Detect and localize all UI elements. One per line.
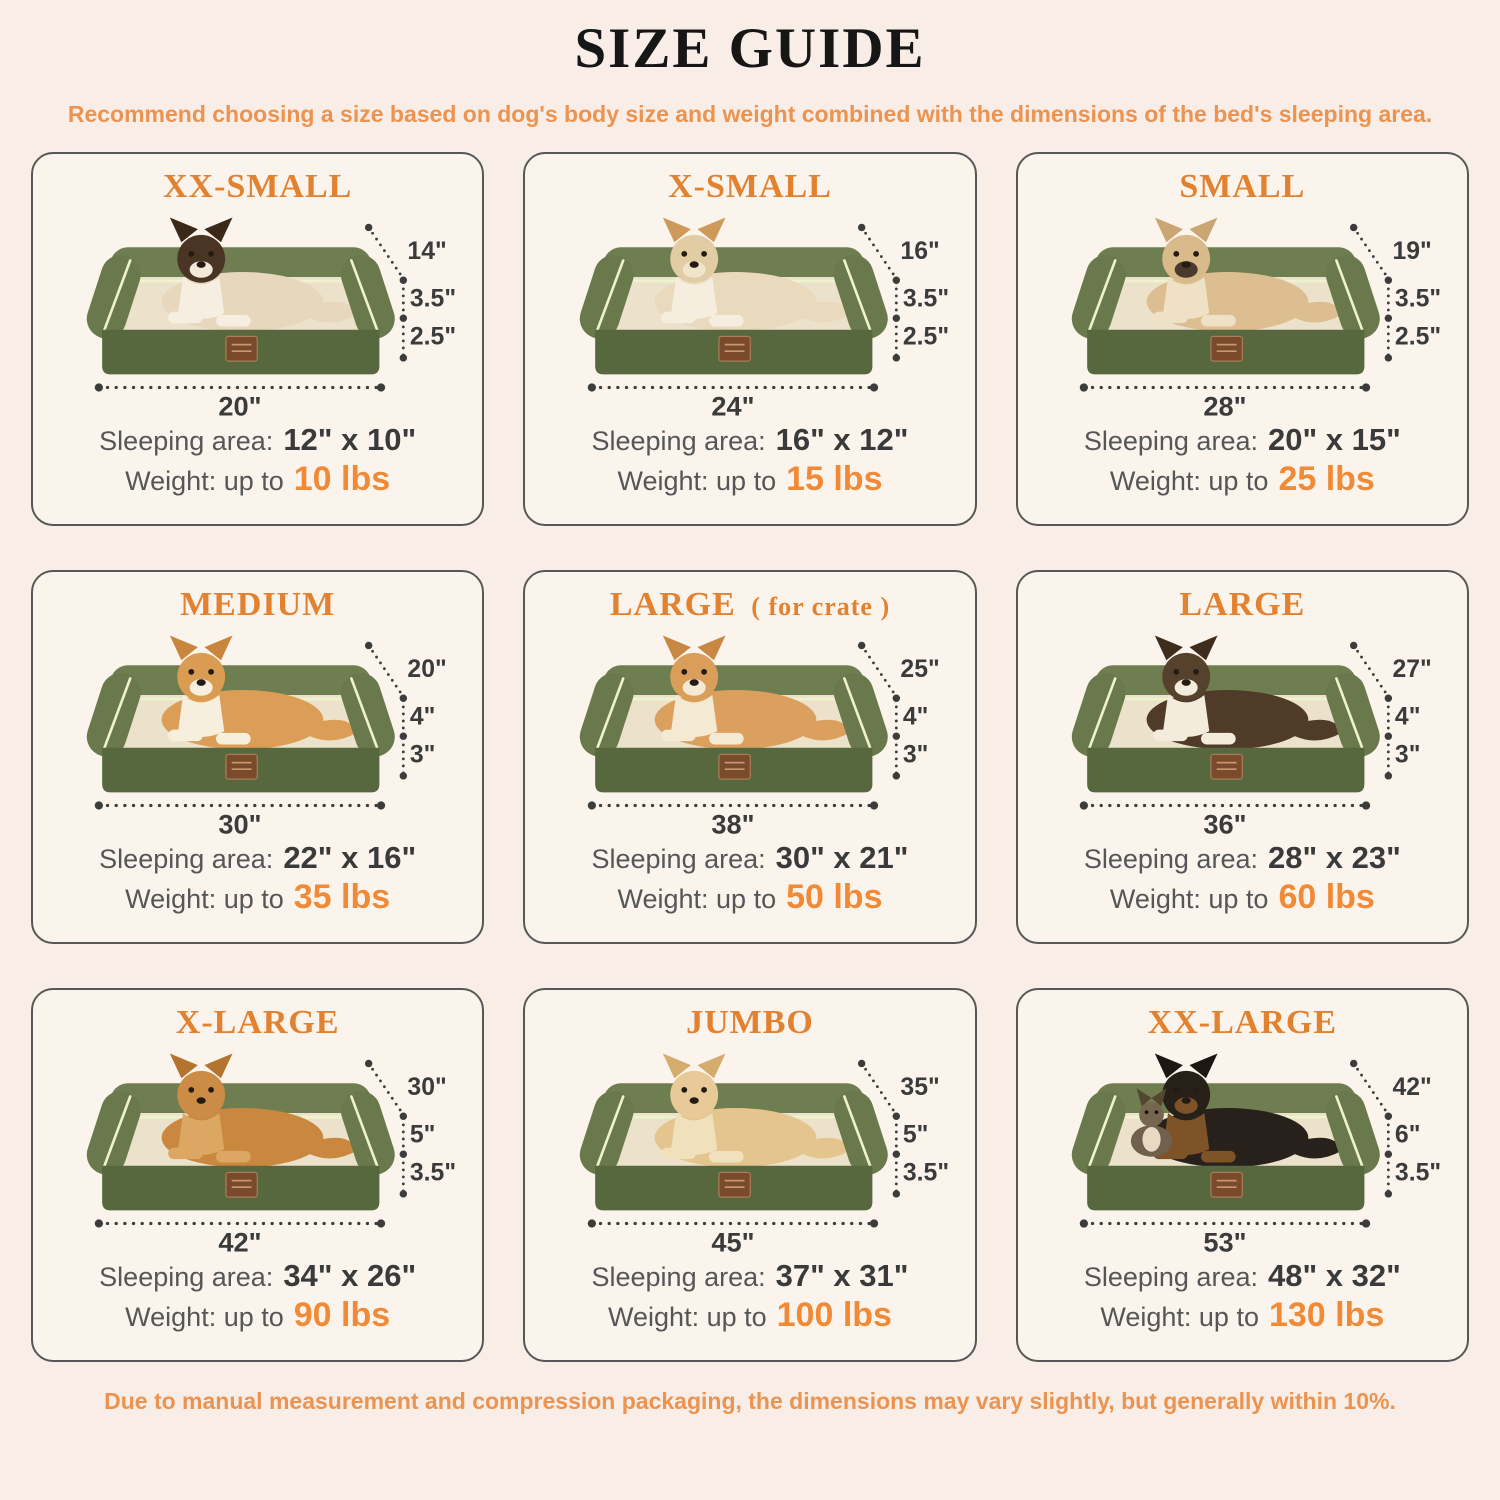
dimension-label-bolster-height: 3.5" (1394, 285, 1442, 313)
dimension-label-width: 45" (711, 1226, 755, 1258)
weight-label: Weight: up to (1100, 1302, 1259, 1333)
dimension-dot (400, 1150, 407, 1157)
sleeping-area-value: 12" x 10" (283, 422, 417, 458)
size-name: XX-LARGE (1147, 1004, 1337, 1041)
pet-nose (1182, 1097, 1191, 1104)
pet-eye (189, 251, 195, 257)
pet-eye (701, 251, 707, 257)
dog-bed-illustration (51, 206, 464, 422)
dimension-dot (892, 1113, 899, 1120)
weight-line (1030, 460, 1455, 499)
pet-eye (209, 251, 215, 257)
brand-logo-patch (226, 754, 257, 779)
pet-nose (689, 679, 698, 686)
dimension-label-bolster-height: 6" (1394, 1121, 1421, 1149)
size-name: X-LARGE (175, 1004, 340, 1041)
dimension-dot (1080, 383, 1088, 391)
size-name: X-SMALL (668, 168, 832, 205)
weight-label: Weight: up to (125, 466, 284, 497)
sleeping-area-line (537, 422, 962, 458)
sleeping-area-value: 37" x 31" (775, 1258, 909, 1294)
size-name: XX-SMALL (162, 168, 353, 205)
size-card (523, 570, 976, 944)
dimension-label-back-height: 25" (900, 655, 940, 683)
weight-line (1030, 878, 1455, 917)
size-card (31, 570, 484, 944)
page-subtitle: Recommend choosing a size based on dog's body size and weight combined with the dimensions of the bed's sleeping area. (67, 101, 1433, 127)
pet-eye (209, 669, 215, 675)
size-grid (31, 152, 1469, 1362)
sleeping-area-value: 22" x 16" (283, 840, 417, 876)
dimension-label-bolster-height: 5" (410, 1121, 436, 1149)
weight-value: 130 lbs (1268, 1296, 1385, 1335)
pet-front-paw (1201, 733, 1236, 745)
dimension-dot (400, 695, 407, 702)
dimension-label-width: 53" (1203, 1226, 1247, 1258)
size-card (1016, 988, 1469, 1362)
pet-front-paw (709, 315, 744, 327)
dimension-dot (587, 801, 595, 809)
size-name: MEDIUM (180, 586, 336, 623)
dimension-dot (1385, 1190, 1392, 1197)
size-card (523, 152, 976, 526)
size-card (1016, 570, 1469, 944)
pet-eye (1193, 1087, 1199, 1093)
dog-bed-illustration (1036, 206, 1449, 422)
sleeping-area-label: Sleeping area: (99, 844, 274, 875)
dimension-label-back-height: 14" (407, 237, 448, 265)
dimension-label-back-height: 16" (900, 237, 940, 265)
dimension-dot (377, 1219, 385, 1227)
dimension-label-width: 36" (1203, 808, 1247, 840)
dimension-dot (95, 1219, 103, 1227)
dimension-dot (1350, 642, 1357, 649)
sleeping-area-label: Sleeping area: (99, 1262, 274, 1293)
size-card-title (537, 1004, 962, 1042)
pet-nose (197, 1097, 206, 1104)
dimension-dot (1385, 733, 1392, 740)
sleeping-area-line (1030, 422, 1455, 458)
weight-line (1030, 1296, 1455, 1335)
weight-label: Weight: up to (617, 466, 777, 497)
dimension-label-back-height: 35" (900, 1073, 940, 1101)
size-card-title (1030, 1004, 1455, 1042)
dimension-dot (892, 1150, 899, 1157)
sleeping-area-line (1030, 1258, 1455, 1294)
dimension-label-back-height: 19" (1392, 237, 1432, 265)
sleeping-area-line (45, 840, 470, 876)
dimension-dot (1385, 772, 1392, 779)
pet-eye (681, 251, 687, 257)
size-card-title (1030, 586, 1455, 624)
dimension-dot (892, 277, 899, 284)
dog-bed-illustration (1036, 624, 1449, 840)
dimension-label-width: 30" (218, 808, 262, 840)
sleeping-area-value: 20" x 15" (1267, 422, 1401, 458)
dimension-dot (1080, 801, 1088, 809)
dimension-label-bolster-height: 3.5" (902, 285, 949, 313)
sleeping-area-label: Sleeping area: (99, 426, 274, 457)
dimension-dot (1362, 383, 1370, 391)
pet-nose (1182, 261, 1191, 268)
dog-bed-illustration (51, 1042, 464, 1258)
pet-front-paw (216, 733, 251, 745)
pet-nose (197, 261, 206, 268)
weight-label: Weight: up to (125, 1302, 284, 1333)
pet-nose (197, 679, 206, 686)
dog-bed-illustration (544, 206, 957, 422)
dimension-label-back-height: 30" (407, 1073, 448, 1101)
dimension-dot (870, 1219, 878, 1227)
weight-line (45, 1296, 470, 1335)
dimension-dot (377, 383, 385, 391)
pet-eye (681, 1087, 687, 1093)
size-name-suffix: ( for crate ) (751, 592, 891, 621)
sleeping-area-line (537, 1258, 962, 1294)
weight-label: Weight: up to (125, 884, 284, 915)
weight-line (45, 460, 470, 499)
sleeping-area-label: Sleeping area: (591, 844, 766, 875)
dimension-dot (892, 695, 899, 702)
size-card-title (1030, 168, 1455, 206)
dimension-dot (400, 314, 407, 321)
dimension-dot (892, 1190, 899, 1197)
pet-eye (189, 1087, 195, 1093)
dimension-dot (587, 1219, 595, 1227)
dimension-label-bolster-height: 4" (902, 703, 929, 731)
dimension-label-base-height: 2.5" (410, 323, 457, 351)
dimension-dot (377, 801, 385, 809)
pet-eye (1173, 1087, 1179, 1093)
pet-front-paw (216, 1151, 251, 1163)
dimension-dot (1350, 224, 1357, 231)
size-card (1016, 152, 1469, 526)
size-card-title (537, 586, 962, 624)
weight-line (537, 1296, 962, 1335)
dimension-dot (858, 1060, 865, 1067)
dimension-dot (400, 1113, 407, 1120)
pet-eye (209, 1087, 215, 1093)
sleeping-area-value: 28" x 23" (1267, 840, 1401, 876)
dimension-dot (95, 383, 103, 391)
pet-nose (1182, 679, 1191, 686)
pet-eye (701, 1087, 707, 1093)
dimension-label-base-height: 3.5" (1394, 1159, 1442, 1187)
weight-value: 25 lbs (1278, 460, 1375, 499)
page-title: SIZE GUIDE (574, 17, 926, 80)
size-card (31, 988, 484, 1362)
dimension-dot (892, 732, 899, 739)
dimension-dot (1385, 277, 1392, 284)
pet-eye (681, 669, 687, 675)
sleeping-area-line (1030, 840, 1455, 876)
dimension-label-bolster-height: 4" (410, 703, 436, 731)
dimension-label-bolster-height: 4" (1394, 703, 1421, 731)
dimension-dot (870, 383, 878, 391)
dimension-dot (1385, 315, 1392, 322)
sleeping-area-line (537, 840, 962, 876)
sleeping-area-label: Sleeping area: (591, 426, 766, 457)
size-card-title (45, 586, 470, 624)
size-name: JUMBO (686, 1004, 814, 1041)
pet-nose (689, 1097, 698, 1104)
size-name: LARGE (609, 586, 736, 623)
pet-eye (701, 669, 707, 675)
brand-logo-patch (1211, 336, 1242, 361)
weight-line (537, 460, 962, 499)
brand-logo-patch (226, 1172, 257, 1197)
weight-value: 50 lbs (786, 878, 883, 917)
brand-logo-patch (226, 336, 257, 361)
sleeping-area-label: Sleeping area: (591, 1262, 766, 1293)
dimension-label-width: 24" (711, 390, 755, 422)
dog-bed-illustration (1036, 1042, 1449, 1258)
sleeping-area-value: 16" x 12" (775, 422, 909, 458)
brand-logo-patch (719, 754, 750, 779)
size-card (523, 988, 976, 1362)
sleeping-area-label: Sleeping area: (1083, 844, 1258, 875)
dimension-label-bolster-height: 3.5" (410, 285, 457, 313)
dimension-dot (365, 642, 372, 649)
dimension-label-bolster-height: 5" (902, 1121, 929, 1149)
dimension-dot (95, 801, 103, 809)
dimension-dot (892, 354, 899, 361)
brand-logo-patch (1211, 1172, 1242, 1197)
dimension-dot (1350, 1060, 1357, 1067)
dimension-dot (400, 772, 407, 779)
sleeping-area-line (45, 1258, 470, 1294)
dog-bed-illustration (544, 624, 957, 840)
pet-front-paw (709, 733, 744, 745)
pet-front-paw (216, 315, 251, 327)
pet-eye (1173, 669, 1179, 675)
brand-logo-patch (719, 1172, 750, 1197)
dimension-label-base-height: 3" (902, 741, 929, 769)
weight-value: 10 lbs (293, 460, 391, 499)
weight-label: Weight: up to (1109, 466, 1269, 497)
dimension-label-width: 20" (218, 390, 262, 422)
dimension-label-back-height: 27" (1392, 655, 1432, 683)
dimension-dot (400, 732, 407, 739)
weight-value: 60 lbs (1278, 878, 1375, 917)
weight-label: Weight: up to (1109, 884, 1269, 915)
dimension-label-width: 38" (711, 808, 755, 840)
dimension-dot (858, 642, 865, 649)
size-card-title (537, 168, 962, 206)
dimension-label-back-height: 20" (407, 655, 448, 683)
dimension-dot (400, 354, 407, 361)
page-footnote: Due to manual measurement and compression packaging, the dimensions may vary slightly, but generally within 10%. (104, 1388, 1396, 1414)
dimension-label-width: 28" (1203, 390, 1247, 422)
dimension-dot (1385, 1151, 1392, 1158)
dimension-label-base-height: 3" (1394, 741, 1421, 769)
size-card (31, 152, 484, 526)
dimension-dot (400, 277, 407, 284)
dimension-dot (1080, 1219, 1088, 1227)
dimension-label-base-height: 3.5" (902, 1159, 949, 1187)
weight-label: Weight: up to (617, 884, 777, 915)
weight-line (45, 878, 470, 917)
pet-front-paw (1201, 315, 1236, 327)
brand-logo-patch (719, 336, 750, 361)
dimension-dot (365, 224, 372, 231)
pet-front-paw (709, 1151, 744, 1163)
pet-nose (689, 261, 698, 268)
dimension-label-base-height: 2.5" (902, 323, 949, 351)
dimension-dot (400, 1190, 407, 1197)
pet-eye (189, 669, 195, 675)
dimension-dot (1385, 1113, 1392, 1120)
dimension-label-base-height: 3.5" (410, 1159, 457, 1187)
sleeping-area-value: 30" x 21" (775, 840, 909, 876)
pet-eye (1193, 251, 1199, 257)
weight-value: 90 lbs (293, 1296, 391, 1335)
sleeping-area-label: Sleeping area: (1083, 1262, 1258, 1293)
sleeping-area-value: 48" x 32" (1267, 1258, 1401, 1294)
weight-line (537, 878, 962, 917)
size-name: SMALL (1179, 168, 1306, 205)
dimension-label-base-height: 3" (410, 741, 436, 769)
weight-label: Weight: up to (608, 1302, 767, 1333)
dimension-label-base-height: 2.5" (1394, 323, 1442, 351)
pet-eye (1173, 251, 1179, 257)
sleeping-area-line (45, 422, 470, 458)
dimension-dot (1362, 801, 1370, 809)
sleeping-area-value: 34" x 26" (283, 1258, 417, 1294)
weight-value: 35 lbs (293, 878, 391, 917)
dog-bed-illustration (544, 1042, 957, 1258)
pet-eye (1193, 669, 1199, 675)
dog-bed-illustration (51, 624, 464, 840)
size-name: LARGE (1179, 586, 1306, 623)
dimension-dot (365, 1060, 372, 1067)
dimension-dot (1385, 354, 1392, 361)
weight-value: 100 lbs (776, 1296, 892, 1335)
dimension-dot (587, 383, 595, 391)
dimension-label-width: 42" (218, 1226, 262, 1258)
sleeping-area-label: Sleeping area: (1083, 426, 1258, 457)
brand-logo-patch (1211, 754, 1242, 779)
dimension-label-back-height: 42" (1392, 1073, 1432, 1101)
dimension-dot (892, 314, 899, 321)
dimension-dot (870, 801, 878, 809)
size-card-title (45, 1004, 470, 1042)
dimension-dot (892, 772, 899, 779)
weight-value: 15 lbs (786, 460, 883, 499)
size-card-title (45, 168, 470, 206)
dimension-dot (1385, 695, 1392, 702)
dimension-dot (1362, 1219, 1370, 1227)
dimension-dot (858, 224, 865, 231)
pet-front-paw (1201, 1151, 1236, 1163)
